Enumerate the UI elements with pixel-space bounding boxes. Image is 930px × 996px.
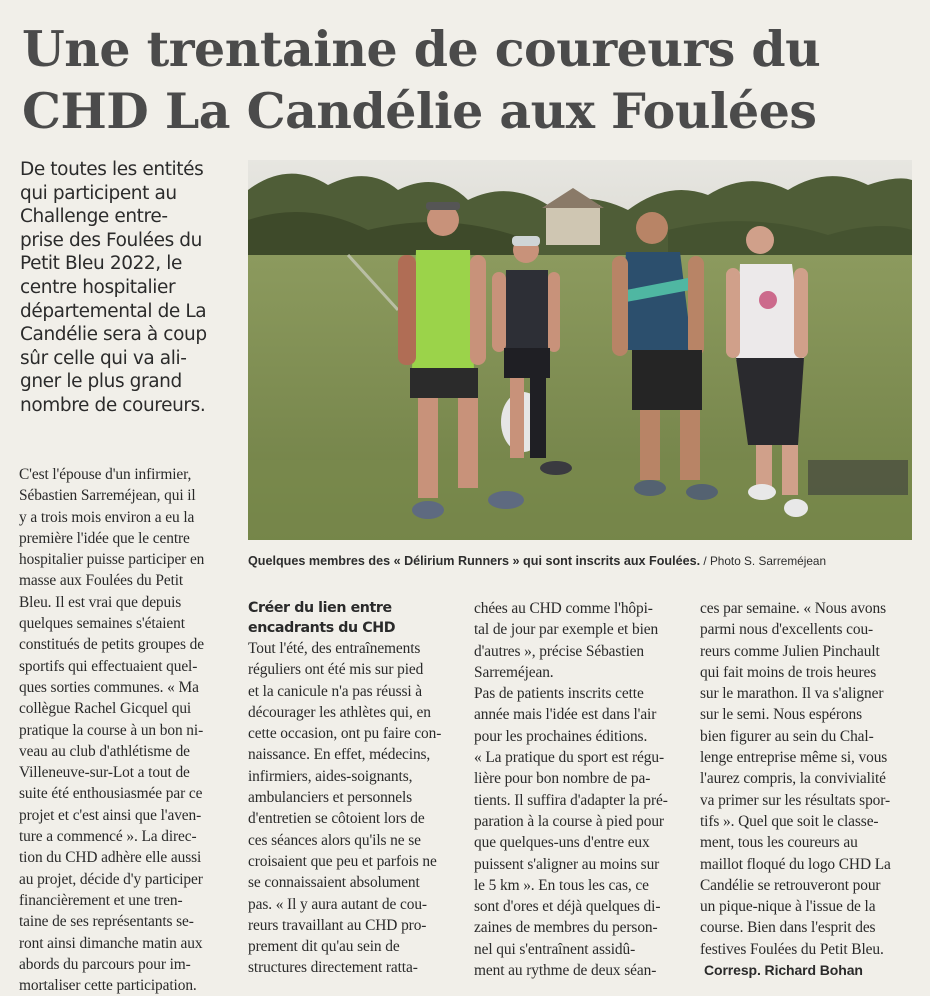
text-line: lière pour bon nombre de pa-	[474, 770, 651, 788]
text-line: cette occasion, ont pu faire con-	[248, 725, 442, 743]
headline-line: Une trentaine de coureurs du	[22, 20, 821, 78]
text-line: décourager les athlètes qui, en	[248, 703, 431, 721]
text-line: constitués de petits groupes de	[19, 636, 204, 654]
article-column-1	[19, 464, 237, 996]
text-line: ment, tous les coureurs au	[700, 834, 858, 852]
text-line: chées au CHD comme l'hôpi-	[474, 600, 653, 617]
text-line: hospitalier puisse participer en	[19, 551, 205, 569]
text-line: d'autres », précise Sébastien	[474, 642, 644, 660]
runners-photo-illustration	[248, 160, 912, 540]
lead-line: Petit Bleu 2022, le	[20, 253, 182, 275]
text-line: masse aux Foulées du Petit	[19, 572, 184, 590]
text-line: pas. « Il y aura autant de cou-	[248, 895, 427, 913]
text-line: abords du parcours pour im-	[19, 955, 191, 973]
text-line: reurs comme Julien Pinchault	[700, 642, 880, 660]
text-line: va primer sur les résultats spor-	[700, 791, 891, 809]
lead-line: nombre de coureurs.	[20, 394, 206, 416]
text-line: ques sorties communes. « Ma	[19, 678, 199, 696]
text-line: et la canicule n'a pas réussi à	[248, 682, 423, 700]
photo-credit: / Photo S. Sarreméjean	[700, 554, 827, 568]
subheading: encadrants du CHD	[248, 620, 396, 636]
text-line: collègue Rachel Gicquel qui	[19, 700, 192, 718]
text-line: ront ainsi dimanche matin aux	[19, 934, 203, 952]
text-line: Sarreméjean.	[474, 663, 554, 681]
text-line: financièrement et une tren-	[19, 891, 183, 909]
text-line: tal de jour par exemple et bien	[474, 621, 659, 639]
text-line: course. Bien dans l'esprit des	[700, 919, 876, 937]
headline	[22, 18, 912, 142]
text-line: ces séances alors qu'ils ne se	[248, 831, 421, 849]
text-line: paration à la course à pied pour	[474, 812, 664, 830]
text-line: parmi nous d'excellents cou-	[700, 621, 874, 639]
lead-line: qui participent au	[20, 182, 177, 204]
article-column-3	[474, 598, 686, 981]
text-line: au projet, décide d'y participer	[19, 870, 203, 888]
text-line: Sébastien Sarreméjean, qui il	[19, 487, 196, 505]
photo-caption	[248, 554, 912, 568]
lead-paragraph	[20, 158, 232, 418]
text-line: ambulanciers et personnels	[248, 789, 413, 807]
text-line: zaines de membres du person-	[474, 919, 658, 937]
text-line: ces par semaine. « Nous avons	[700, 600, 887, 617]
text-line: nel qui s'entraînent assidû-	[474, 940, 636, 958]
text-line: qui fait moins de trois heures	[700, 663, 877, 681]
headline-line: CHD La Candélie aux Foulées	[22, 82, 817, 140]
lead-line: Challenge entre-	[20, 206, 168, 228]
text-line: année mais l'idée est dans l'air	[474, 706, 657, 724]
text-line: maillot floqué du logo CHD La	[700, 855, 891, 873]
text-line: sur le semi. Nous espérons	[700, 706, 862, 724]
text-line: y a trois mois environ a eu la	[19, 508, 195, 526]
text-line: Tout l'été, des entraînements	[248, 640, 421, 657]
text-line: prement dit qu'au sein de	[248, 938, 400, 956]
text-line: projet et c'est ainsi que l'aven-	[19, 806, 202, 824]
runners-photo	[248, 160, 912, 540]
text-line: festives Foulées du Petit Bleu.	[700, 940, 884, 958]
text-line: croisaient que peu et parfois ne	[248, 852, 437, 870]
text-line: réguliers ont été mis sur pied	[248, 661, 424, 679]
lead-line: gner le plus grand	[20, 371, 182, 393]
text-line: infirmiers, aides-soignants,	[248, 767, 413, 785]
text-line: lenge entreprise même si, vous	[700, 749, 888, 767]
text-line: reurs travaillant au CHD pro-	[248, 916, 427, 934]
text-line: suite été enthousiasmée par ce	[19, 785, 203, 803]
text-line: le 5 km ». En tous les cas, ce	[474, 876, 649, 894]
text-line: sont d'ores et déjà quelques di-	[474, 898, 661, 916]
text-line: que quelques-uns d'entre eux	[474, 834, 650, 852]
text-line: pour les prochaines éditions.	[474, 727, 648, 745]
text-line: naissance. En effet, médecins,	[248, 746, 431, 764]
text-line: sur le marathon. Il va s'aligner	[700, 685, 884, 703]
lead-line: sûr celle qui va ali-	[20, 347, 187, 369]
text-line: l'aurez compris, la convivialité	[700, 770, 886, 788]
text-line: tifs ». Quel que soit le classe-	[700, 812, 879, 830]
text-line: bien figurer au sein du Chal-	[700, 727, 874, 745]
text-line: veau au club d'athlétisme de	[19, 742, 190, 760]
text-line: se connaissaient absolument	[248, 874, 420, 892]
text-line: ture a commencé ». La direc-	[19, 828, 197, 846]
text-line: « La pratique du sport est régu-	[474, 749, 664, 767]
text-line: Bleu. Il est vrai que depuis	[19, 593, 182, 611]
text-line: Pas de patients inscrits cette	[474, 685, 644, 703]
article-column-4	[700, 598, 912, 981]
lead-line: centre hospitalier	[20, 276, 176, 298]
lead-line: départemental de La	[20, 300, 207, 322]
text-line: tients. Il suffira d'adapter la pré-	[474, 791, 668, 809]
article-column-2	[248, 598, 460, 979]
text-line: première l'idée que le centre	[19, 529, 190, 547]
text-line: mortaliser cette participation.	[19, 977, 197, 995]
lead-line: Candélie sera à coup	[20, 324, 207, 346]
text-line: structures directement ratta-	[248, 959, 418, 977]
lead-line: prise des Foulées du	[20, 229, 202, 251]
caption-text: Quelques membres des « Délirium Runners » qui sont inscrits aux Foulées.	[248, 554, 701, 568]
text-line: tion du CHD adhère elle aussi	[19, 849, 202, 867]
text-line: taine de ses représentants se-	[19, 913, 194, 931]
text-line: puissent s'aligner au moins sur	[474, 855, 660, 873]
text-line: Candélie se retrouveront pour	[700, 876, 881, 894]
text-line: d'entretien se côtoient lors de	[248, 810, 425, 828]
text-line: ment au rythme de deux séan-	[474, 962, 657, 980]
text-line: sportifs qui effectuaient quel-	[19, 657, 198, 675]
author-signature: Corresp. Richard Bohan	[704, 962, 863, 979]
lead-line: De toutes les entités	[20, 159, 204, 180]
subheading: Créer du lien entre	[248, 600, 392, 616]
text-line: un pique-nique à l'issue de la	[700, 898, 876, 916]
text-line: quelques semaines s'étaient	[19, 615, 185, 633]
text-line: C'est l'épouse d'un infirmier,	[19, 466, 192, 483]
text-line: Villeneuve-sur-Lot a tout de	[19, 764, 190, 782]
text-line: pratique la course à un bon ni-	[19, 721, 204, 739]
